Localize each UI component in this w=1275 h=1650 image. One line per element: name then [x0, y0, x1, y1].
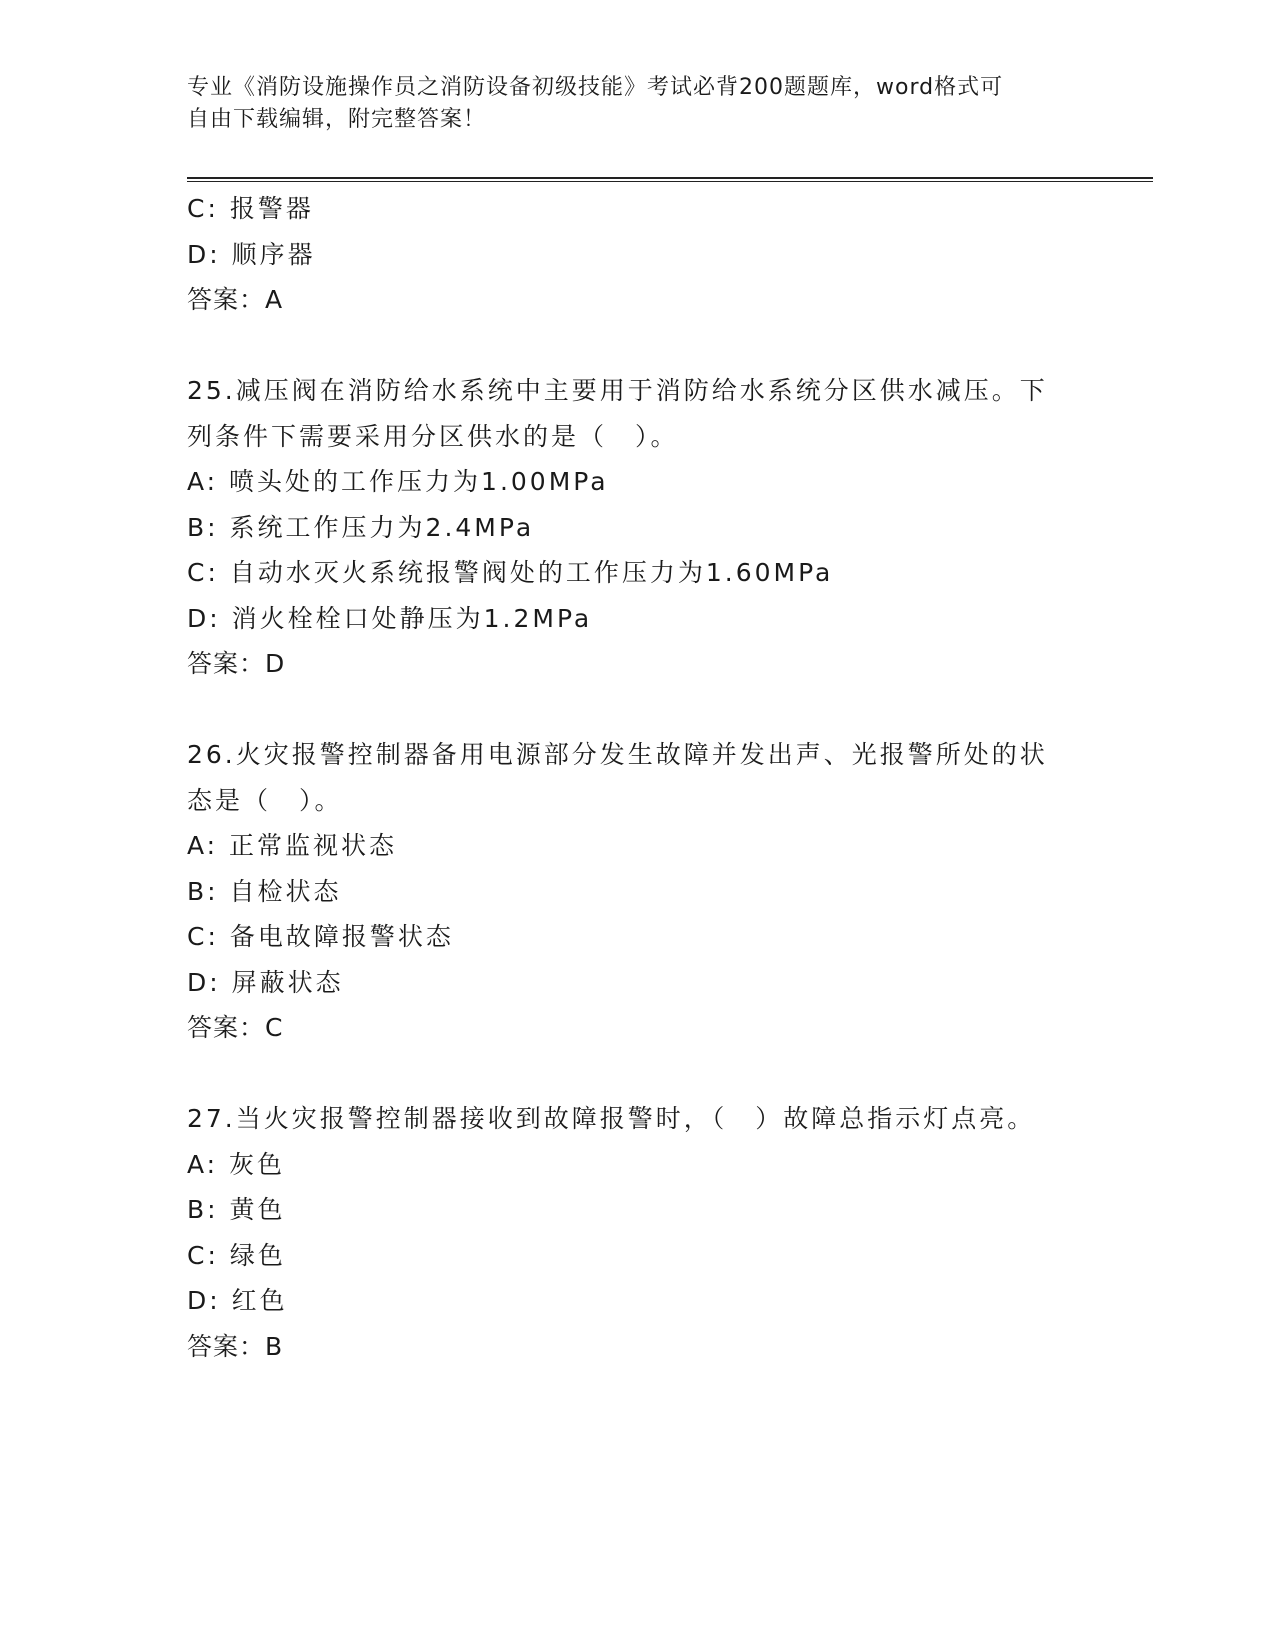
option-d — [187, 1278, 1087, 1324]
header-title-line-1: 专业《消防设施操作员之消防设备初级技能》考试必背200题题库，word格式可 — [187, 75, 1004, 100]
option-c — [187, 1233, 1087, 1279]
option-separator: : — [207, 1195, 230, 1224]
option-separator: : — [207, 922, 230, 951]
option-text: 顺序器 — [231, 239, 316, 269]
option-text: 黄色 — [229, 1195, 286, 1224]
option-label: D — [187, 239, 210, 269]
option-label: B — [187, 1195, 208, 1224]
question-27 — [187, 1096, 1087, 1369]
option-label: B — [187, 876, 208, 906]
previous-question-tail — [187, 186, 1087, 323]
option-text: 灰色 — [229, 1149, 286, 1179]
header-title-line-2: 自由下载编辑，附完整答案！ — [187, 107, 487, 132]
option-c — [187, 914, 1087, 960]
option-text: 自检状态 — [229, 876, 342, 906]
question-stem-line-2: 列条件下需要采用分区供水的是（ ）。 — [187, 421, 679, 451]
question-25 — [187, 368, 1087, 687]
option-label: D — [187, 967, 210, 997]
question-26 — [187, 732, 1087, 1051]
option-label: D — [187, 1286, 210, 1315]
answer-line: 答案：B — [187, 1331, 284, 1361]
option-text: 系统工作压力为2.4MPa — [229, 512, 535, 542]
option-label: A — [187, 1149, 207, 1179]
option-separator: : — [209, 967, 232, 997]
header-divider — [187, 177, 1153, 182]
option-separator: : — [209, 239, 232, 269]
option-b — [187, 505, 1087, 551]
option-separator: : — [207, 512, 230, 542]
option-separator: : — [207, 558, 230, 587]
option-label: C — [187, 194, 208, 223]
option-b — [187, 869, 1087, 915]
option-a — [187, 1142, 1087, 1188]
option-a — [187, 459, 1087, 505]
option-text: 自动水灭火系统报警阀处的工作压力为1.60MPa — [229, 558, 834, 587]
spacer — [187, 1051, 1087, 1097]
answer-line: 答案：A — [187, 285, 284, 314]
option-separator: : — [206, 467, 230, 496]
option-separator: : — [209, 1286, 232, 1315]
option-label: A — [187, 467, 207, 496]
option-separator: : — [207, 194, 230, 223]
option-separator: : — [206, 831, 230, 860]
option-separator: : — [207, 876, 230, 906]
option-text: 正常监视状态 — [229, 831, 398, 860]
option-a — [187, 823, 1087, 869]
option-separator: : — [206, 1149, 230, 1179]
option-separator: : — [209, 603, 232, 633]
option-text: 喷头处的工作压力为1.00MPa — [229, 467, 609, 496]
option-text: 消火栓栓口处静压为1.2MPa — [231, 603, 593, 633]
option-d — [187, 232, 1087, 278]
option-d — [187, 960, 1087, 1006]
question-stem-line-1: 25.减压阀在消防给水系统中主要用于消防给水系统分区供水减压。下 — [187, 376, 1048, 405]
option-text: 红色 — [231, 1286, 288, 1315]
option-label: C — [187, 922, 208, 951]
option-text: 绿色 — [229, 1240, 286, 1270]
option-text: 屏蔽状态 — [231, 967, 344, 997]
option-c — [187, 186, 1087, 232]
option-label: C — [187, 1240, 208, 1270]
question-list — [187, 186, 1087, 1369]
option-separator: : — [207, 1240, 230, 1270]
answer-line: 答案：D — [187, 649, 286, 678]
option-c — [187, 550, 1087, 596]
document-header — [187, 72, 1067, 136]
question-stem-line-2: 态是（ ）。 — [187, 785, 343, 815]
answer-line: 答案：C — [187, 1013, 284, 1042]
spacer — [187, 323, 1087, 369]
option-d — [187, 596, 1087, 642]
option-label: B — [187, 512, 208, 542]
question-stem-line-1: 27.当火灾报警控制器接收到故障报警时，（ ）故障总指示灯点亮。 — [187, 1104, 1036, 1133]
option-label: C — [187, 558, 208, 587]
option-b — [187, 1187, 1087, 1233]
option-label: D — [187, 603, 210, 633]
option-text: 报警器 — [229, 194, 314, 223]
spacer — [187, 687, 1087, 733]
question-stem-line-1: 26.火灾报警控制器备用电源部分发生故障并发出声、光报警所处的状 — [187, 740, 1048, 769]
option-text: 备电故障报警状态 — [229, 922, 454, 951]
option-label: A — [187, 831, 207, 860]
